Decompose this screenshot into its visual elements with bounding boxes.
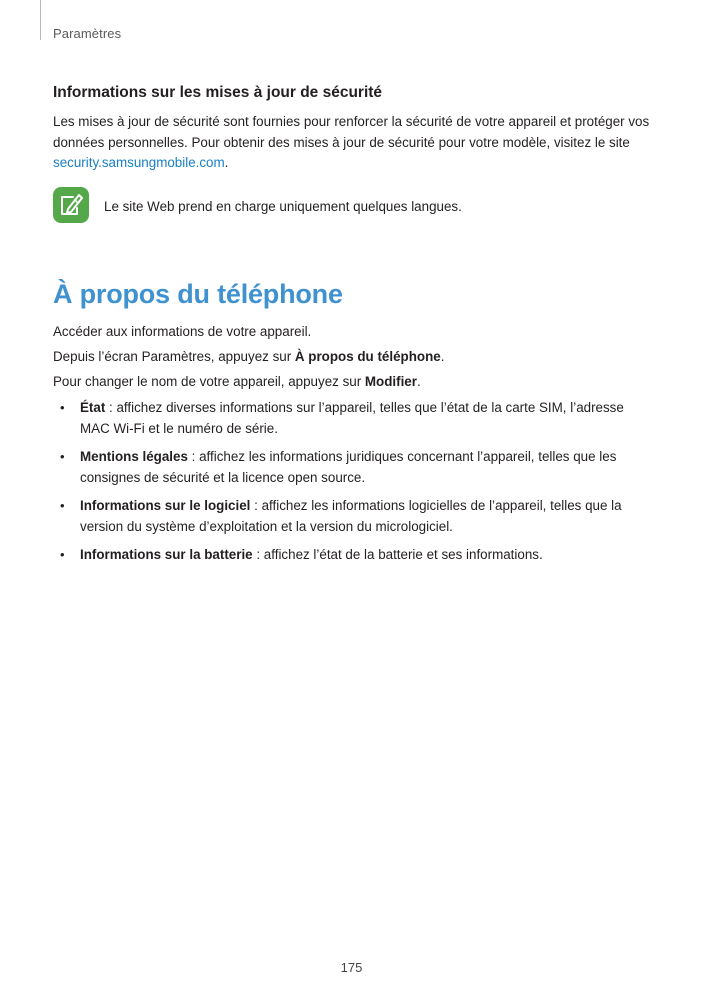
list-item-text: : affichez diverses informations sur l’appareil, telles que l’état de la carte SIM, l’adresse MAC Wi-Fi et le numéro de série.: [80, 399, 624, 436]
security-site-link[interactable]: security.samsungmobile.com: [53, 155, 225, 170]
about-access-line: [53, 347, 653, 367]
list-item: [53, 446, 653, 488]
rename-suffix: .: [416, 373, 421, 389]
list-item: [53, 495, 653, 537]
rename-prefix: Pour changer le nom de votre appareil, appuyez sur: [53, 373, 365, 389]
about-intro-line: Accéder aux informations de votre appareil.: [53, 323, 312, 339]
bullet-dot: •: [60, 546, 65, 562]
about-access-suffix: .: [440, 348, 445, 364]
page-number: 175: [340, 960, 363, 975]
bullet-dot: •: [60, 448, 65, 464]
note-text: Le site Web prend en charge uniquement quelques langues.: [104, 198, 462, 214]
list-item-text: : affichez l’état de la batterie et ses informations.: [252, 546, 543, 562]
header-rule: [40, 0, 41, 40]
about-access-prefix: Depuis l’écran Paramètres, appuyez sur: [53, 348, 295, 364]
link-period: .: [224, 155, 229, 170]
bullet-dot: •: [60, 497, 65, 513]
about-options-list: [53, 397, 653, 565]
list-item: [53, 397, 653, 439]
list-item: [53, 544, 653, 565]
list-item-text: : affichez les informations logicielles de l’appareil, telles que la version du système d’exploitation et la version du micrologiciel.: [80, 497, 622, 534]
running-head: Paramètres: [53, 26, 122, 41]
security-updates-paragraph: [53, 112, 653, 174]
security-updates-heading: Informations sur les mises à jour de sécurité: [53, 84, 383, 101]
list-item-term: Mentions légales: [80, 448, 188, 464]
page-content: [53, 82, 653, 572]
note-block: [53, 187, 653, 225]
about-phone-heading: À propos du téléphone: [53, 278, 343, 309]
list-item-term: Informations sur la batterie: [80, 546, 253, 562]
list-item-term: Informations sur le logiciel: [80, 497, 251, 513]
list-item-term: État: [80, 399, 106, 415]
security-updates-text: Les mises à jour de sécurité sont fournies pour renforcer la sécurité de votre appareil et protéger vos données personnelles. Pour obtenir des mises à jour de sécurité pour votre modèle, visitez le site: [53, 114, 650, 150]
list-item-text: : affichez les informations juridiques concernant l’appareil, telles que les consignes de sécurité et la licence open source.: [80, 448, 617, 485]
note-pencil-icon: [53, 187, 89, 223]
bullet-dot: •: [60, 399, 65, 415]
about-access-bold: À propos du téléphone: [294, 348, 441, 364]
rename-device-line: [53, 372, 653, 392]
rename-bold: Modifier: [364, 373, 417, 389]
